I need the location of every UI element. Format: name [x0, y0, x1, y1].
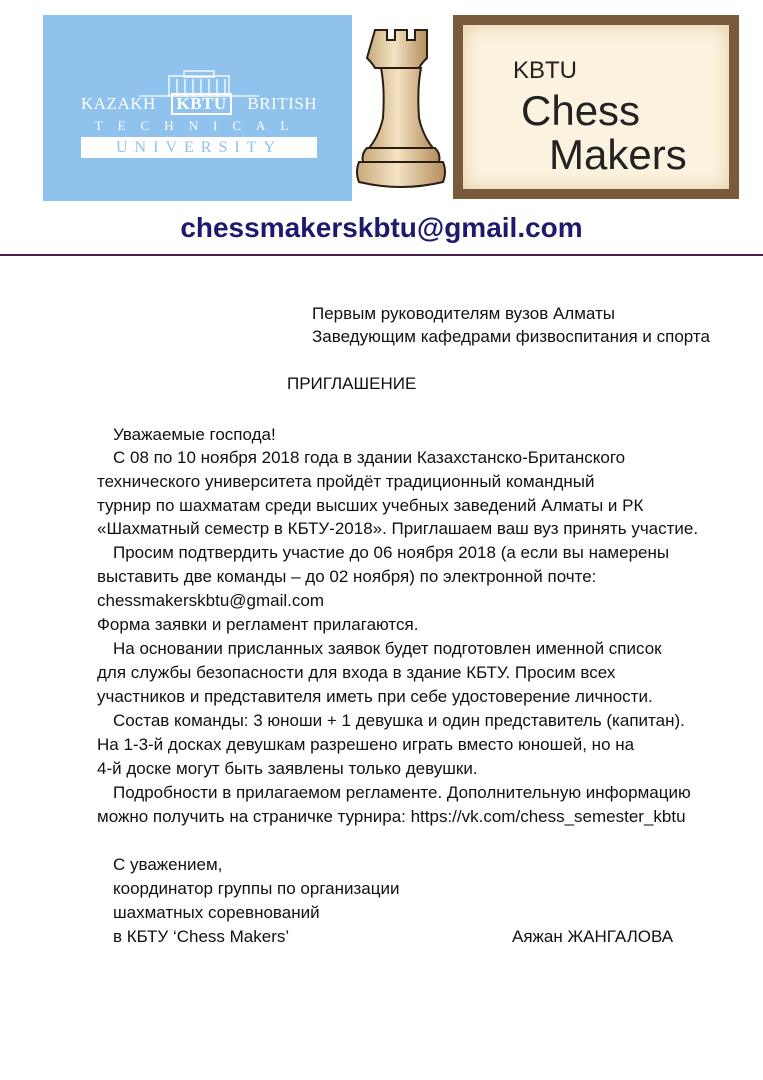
logo-word-british: BRITISH: [247, 94, 317, 113]
chess-logo-makers: Makers: [549, 131, 687, 178]
logo-word-university: UNIVERSITY: [81, 137, 317, 158]
signature-line: координатор группы по организации: [113, 879, 400, 898]
body-line: С 08 по 10 ноября 2018 года в здании Казахстанско-Британского: [113, 448, 626, 467]
body-line: Подробности в прилагаемом регламенте. Дополнительную информацию: [113, 783, 691, 802]
body-line-with-link[interactable]: можно получить на страничке турнира: https://vk.com/chess_semester_kbtu: [97, 807, 686, 826]
body-line: На основании присланных заявок будет подготовлен именной список: [113, 639, 662, 658]
signature-line: С уважением,: [113, 855, 223, 874]
chess-logo-chess: Chess: [521, 87, 641, 134]
body-line: 4-й доске могут быть заявлены только девушки.: [97, 759, 478, 778]
chess-makers-logo: [453, 15, 739, 199]
signature-line: шахматных соревнований: [113, 903, 320, 922]
body-line: технического университета пройдёт традиционный командный: [97, 472, 595, 491]
body-line: На 1-3-й досках девушкам разрешено играть вместо юношей, но на: [97, 735, 635, 754]
addressee-line: Заведующим кафедрами физвоспитания и спорта: [312, 327, 710, 346]
chess-logo-kbtu: KBTU: [513, 57, 578, 84]
body-line: Уважаемые господа!: [113, 425, 276, 444]
body-line: «Шахматный семестр в КБТУ-2018». Приглашаем ваш вуз принять участие.: [97, 519, 699, 538]
body-line: Состав команды: 3 юноши + 1 девушка и один представитель (капитан).: [113, 711, 685, 730]
chess-rook-icon: [355, 22, 447, 200]
kbtu-logo: [43, 15, 352, 201]
body-line: выставить две команды – до 02 ноября) по электронной почте:: [97, 567, 597, 586]
letter-title: ПРИГЛАШЕНИЕ: [287, 374, 417, 393]
logo-word-technical: TECHNICAL: [94, 118, 304, 133]
body-line: участников и представителя иметь при себе удостоверение личности.: [97, 687, 653, 706]
body-email-link[interactable]: chessmakerskbtu@gmail.com: [97, 591, 324, 610]
signature-name: Аяжан ЖАНГАЛОВА: [512, 927, 674, 946]
body-line: Просим подтвердить участие до 06 ноября 2018 (а если вы намерены: [113, 543, 670, 562]
addressee-line: Первым руководителям вузов Алматы: [312, 304, 615, 323]
body-line: для службы безопасности для входа в здание КБТУ. Просим всех: [97, 663, 616, 682]
header-divider: [0, 254, 763, 256]
logo-word-kbtu: KBTU: [171, 93, 231, 115]
header-email[interactable]: chessmakerskbtu@gmail.com: [180, 212, 583, 243]
logo-word-kazakh: KAZAKH: [81, 94, 156, 113]
body-line: турнир по шахматам среди высших учебных заведений Алматы и РК: [97, 496, 644, 515]
body-line: Форма заявки и регламент прилагаются.: [97, 615, 419, 634]
signature-line: в КБТУ ‘Chess Makers’: [113, 927, 290, 946]
